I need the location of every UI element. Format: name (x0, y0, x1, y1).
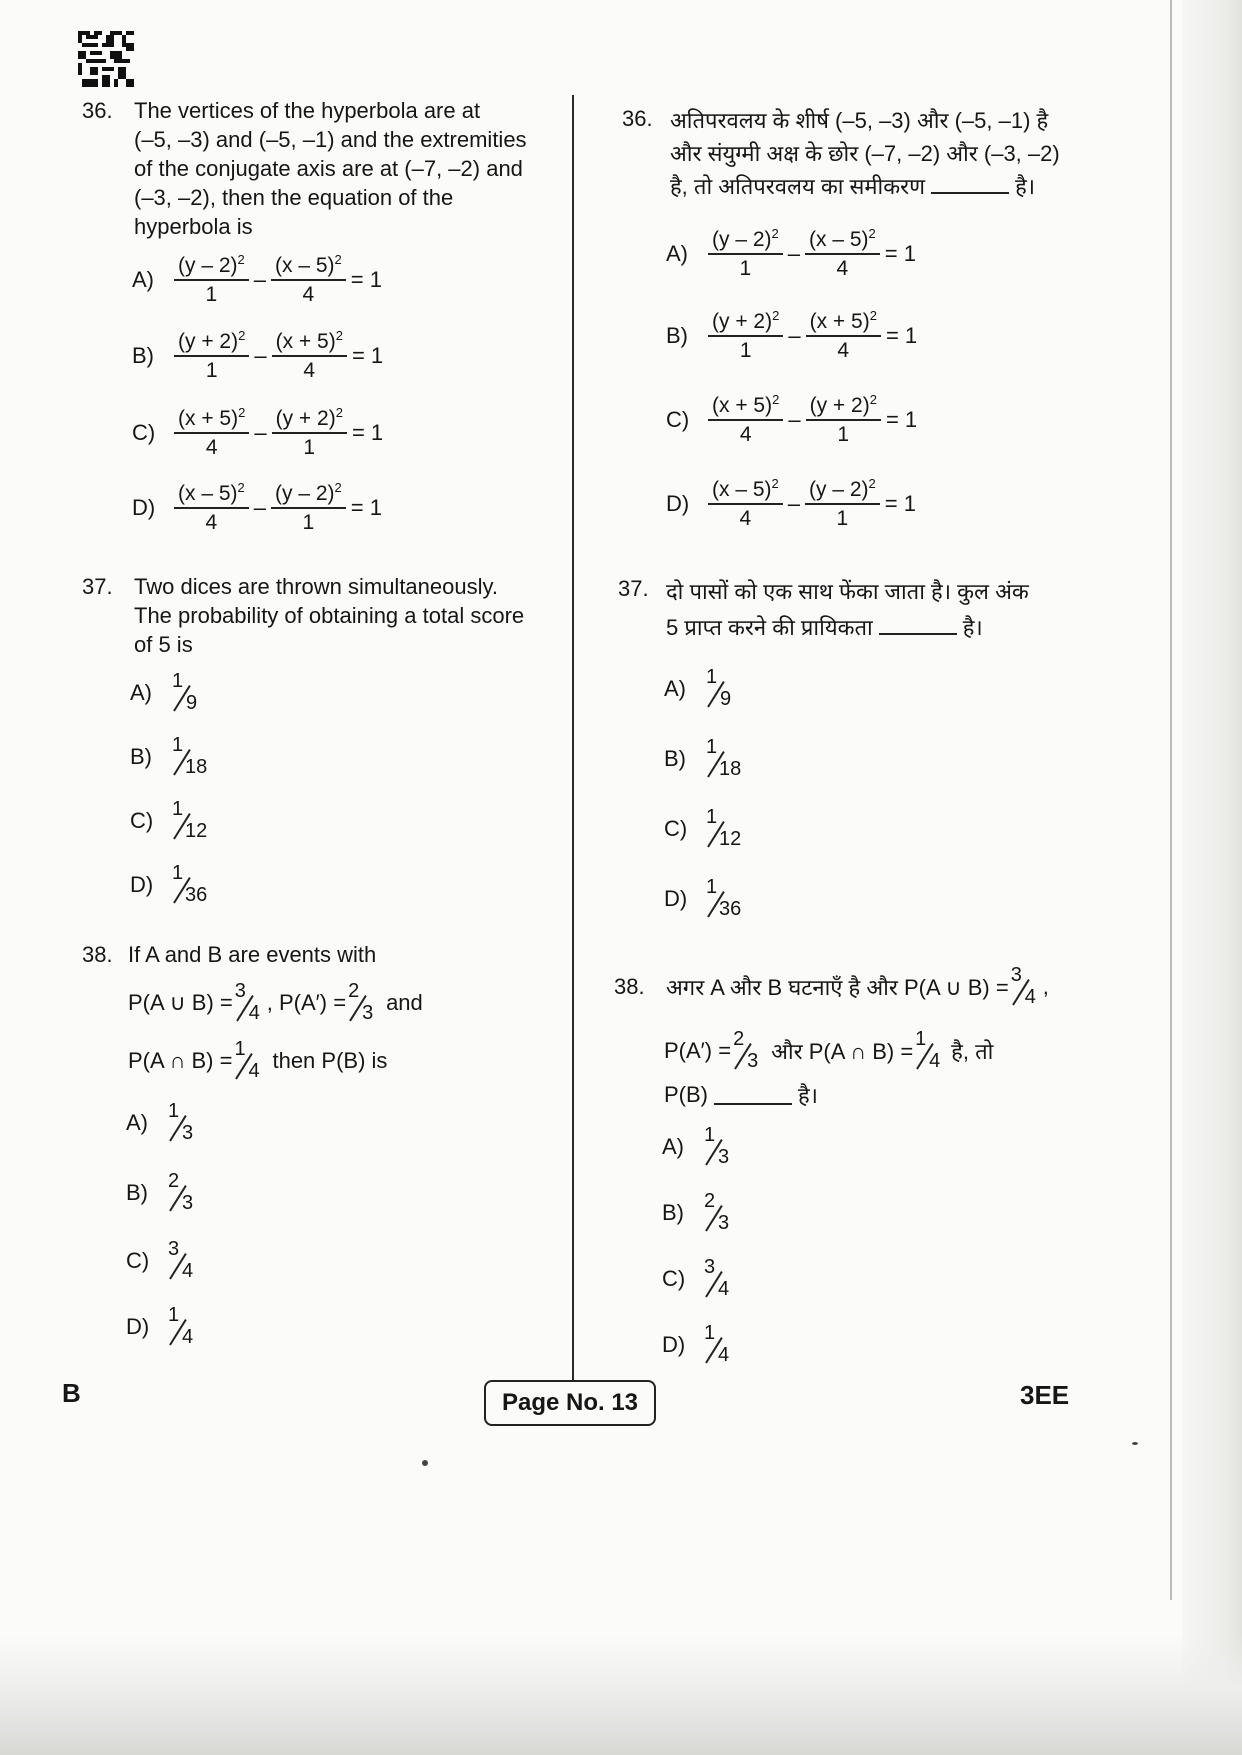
option-37-b[interactable] (130, 736, 216, 778)
option-label: B) (126, 1180, 148, 1205)
slash-fraction: 1 3 (704, 1124, 730, 1168)
minus-sign: – (254, 342, 267, 368)
option-38-a[interactable] (126, 1102, 200, 1144)
fraction: $\frac{(x + 5)^2}{4}$ (174, 405, 249, 460)
fraction: $\frac{(x - 5)^2}{4}$ (174, 480, 249, 535)
option-label: C) (126, 1248, 150, 1273)
slash-fraction: 1 12 (706, 806, 742, 850)
option-38-d[interactable] (126, 1306, 200, 1348)
slash-fraction: 1 4 (704, 1322, 730, 1366)
column-divider (572, 95, 574, 1385)
question-text-line: अतिपरवलय के शीर्ष (–5, –3) और (–5, –1) है (670, 108, 1049, 133)
question-38-line3 (128, 1040, 387, 1082)
text: P(A′) = (664, 1038, 732, 1063)
booklet-series: B (62, 1378, 81, 1408)
option-label: B) (664, 746, 686, 771)
option-36-a[interactable] (132, 252, 385, 307)
option-label: C) (664, 816, 688, 841)
slash-fraction: 3 4 (168, 1238, 194, 1282)
option-label: C) (662, 1266, 686, 1291)
scan-shadow (0, 1635, 1242, 1755)
question-number: 36. (82, 98, 113, 123)
equals-one: = 1 (351, 342, 384, 368)
option-37-d[interactable] (130, 864, 216, 906)
fraction: $\frac{(x - 5)^2}{4}$ (271, 252, 346, 307)
fraction: $\frac{(y + 2)^2}{1}$ (174, 328, 249, 383)
slash-fraction: 1 36 (172, 862, 208, 906)
option-label: C) (132, 419, 156, 445)
option-label: A) (666, 240, 688, 266)
slash-fraction: 3 4 (234, 980, 260, 1024)
question-text-line: Two dices are thrown simultaneously. (134, 574, 498, 599)
slash-fraction: 1 4 (234, 1038, 260, 1082)
option-38-b-hindi[interactable] (662, 1192, 736, 1234)
fraction: $\frac{(y - 2)^2}{1}$ (708, 226, 783, 281)
option-label: C) (130, 808, 154, 833)
fraction: $\frac{(x - 5)^2}{4}$ (708, 476, 783, 531)
option-label: C) (666, 406, 690, 432)
slash-fraction: 3 4 (704, 1256, 730, 1300)
slash-fraction: 1 3 (168, 1100, 194, 1144)
text: , P(A′) = (266, 990, 347, 1015)
text: P(A ∪ B) = (128, 990, 233, 1015)
option-label: B) (666, 322, 688, 348)
option-37-a[interactable] (130, 672, 204, 714)
option-label: D) (126, 1314, 150, 1339)
slash-fraction: 1 9 (706, 666, 732, 710)
text: है, तो (951, 1039, 994, 1064)
option-label: D) (132, 494, 156, 520)
option-37-b-hindi[interactable] (664, 738, 750, 780)
page-fold (1170, 0, 1172, 1600)
option-label: D) (666, 490, 690, 516)
option-label: A) (662, 1134, 684, 1159)
slash-fraction: 1 4 (915, 1028, 941, 1072)
slash-fraction: 2 3 (704, 1190, 730, 1234)
question-number: 38. (82, 942, 113, 967)
option-36-a-hindi[interactable] (666, 226, 919, 281)
text: है। (798, 1083, 819, 1108)
question-text-line: दो पासों को एक साथ फेंका जाता है। कुल अंक (666, 579, 1029, 604)
minus-sign: – (787, 240, 800, 266)
slash-fraction: 2 3 (733, 1028, 759, 1072)
minus-sign: – (253, 494, 266, 520)
text: P(B) (664, 1082, 708, 1107)
option-36-c-hindi[interactable] (666, 392, 920, 447)
question-text-line: और संयुग्मी अक्ष के छोर (–7, –2) और (–3, –2) (670, 141, 1060, 166)
option-label: B) (130, 744, 152, 769)
fraction: $\frac{(y - 2)^2}{1}$ (174, 252, 249, 307)
fraction: $\frac{(x - 5)^2}{4}$ (805, 226, 880, 281)
slash-fraction: 1 12 (172, 798, 208, 842)
scan-speck (422, 1460, 428, 1466)
answer-blank (879, 615, 957, 635)
equals-one: = 1 (884, 240, 916, 266)
text: P(A ∩ B) = (128, 1048, 233, 1073)
option-36-d[interactable] (132, 480, 385, 535)
option-38-c-hindi[interactable] (662, 1258, 736, 1300)
slash-fraction: 2 3 (168, 1170, 194, 1214)
question-text-line: The vertices of the hyperbola are at (134, 98, 481, 123)
fraction: $\frac{(x + 5)^2}{4}$ (708, 392, 783, 447)
fraction: $\frac{(y - 2)^2}{1}$ (271, 480, 346, 535)
scan-edge (1182, 0, 1242, 1755)
answer-blank (714, 1085, 792, 1105)
text: और P(A ∩ B) = (771, 1039, 914, 1064)
fraction: $\frac{(y + 2)^2}{1}$ (806, 392, 881, 447)
option-37-c[interactable] (130, 800, 216, 842)
question-text-line: hyperbola is (134, 214, 253, 239)
answer-blank (931, 174, 1009, 194)
option-label: A) (130, 680, 152, 705)
fraction: $\frac{(y + 2)^2}{1}$ (708, 308, 783, 363)
equals-one: = 1 (885, 322, 918, 348)
minus-sign: – (254, 419, 267, 445)
option-label: A) (664, 676, 686, 701)
minus-sign: – (788, 322, 801, 348)
question-text-line: of 5 is (134, 632, 193, 657)
option-label: A) (132, 266, 154, 292)
question-number: 37. (82, 574, 113, 599)
scan-speck (1132, 1442, 1138, 1445)
equals-one: = 1 (884, 490, 916, 516)
option-36-d-hindi[interactable] (666, 476, 919, 531)
option-37-a-hindi[interactable] (664, 668, 738, 710)
minus-sign: – (788, 406, 801, 432)
question-text-line: The probability of obtaining a total score (134, 603, 525, 628)
option-label: D) (662, 1332, 686, 1357)
option-38-b[interactable] (126, 1172, 200, 1214)
equals-one: = 1 (885, 406, 918, 432)
minus-sign: – (787, 490, 800, 516)
option-label: A) (126, 1110, 148, 1135)
slash-fraction: 3 4 (1010, 964, 1036, 1008)
question-text-line: of the conjugate axis are at (–7, –2) and (134, 156, 523, 181)
question-text-line: 5 प्राप्त करने की प्रायिकता है। (666, 615, 983, 640)
option-label: D) (130, 872, 154, 897)
question-text-line: If A and B are events with (128, 942, 377, 967)
question-number: 36. (622, 106, 653, 131)
question-text-line: है, तो अतिपरवलय का समीकरण है। (670, 174, 1036, 199)
question-number: 37. (618, 576, 649, 601)
slash-fraction: 1 4 (168, 1304, 194, 1348)
barcode-icon (78, 30, 134, 88)
option-label: D) (664, 886, 688, 911)
paper-code: 3EE (1020, 1380, 1070, 1410)
hindi-question-38-line3 (664, 1080, 818, 1110)
fraction: $\frac{(x + 5)^2}{4}$ (806, 308, 881, 363)
fraction: $\frac{(x + 5)^2}{4}$ (272, 328, 347, 383)
option-36-b[interactable] (132, 328, 386, 383)
minus-sign: – (253, 266, 266, 292)
option-label: B) (662, 1200, 684, 1225)
text: and (386, 990, 423, 1015)
slash-fraction: 1 18 (172, 734, 208, 778)
slash-fraction: 1 18 (706, 736, 742, 780)
option-38-d-hindi[interactable] (662, 1324, 736, 1366)
question-number: 38. (614, 974, 645, 999)
fraction: $\frac{(y - 2)^2}{1}$ (805, 476, 880, 531)
option-37-d-hindi[interactable] (664, 878, 750, 920)
equals-one: = 1 (351, 419, 384, 445)
slash-fraction: 1 36 (706, 876, 742, 920)
option-36-b-hindi[interactable] (666, 308, 920, 363)
question-text-line: (–3, –2), then the equation of the (134, 185, 454, 210)
option-36-c[interactable] (132, 405, 386, 460)
question-text-line: (–5, –3) and (–5, –1) and the extremities (134, 127, 527, 152)
slash-fraction: 2 3 (348, 980, 374, 1024)
option-38-c[interactable] (126, 1240, 200, 1282)
option-38-a-hindi[interactable] (662, 1126, 736, 1168)
option-label: B) (132, 342, 154, 368)
question-text-line: अगर A और B घटनाएँ है और P(A ∪ B) = (666, 975, 1009, 1000)
hindi-question-38-line2 (664, 1030, 993, 1072)
hindi-question-38: 38. अगर A और B घटनाएँ है और P(A ∪ B) = 3 4 , (614, 964, 1049, 1008)
text: then P(B) is (272, 1048, 388, 1073)
equals-one: = 1 (350, 266, 382, 292)
page-number-box: Page No. 13 (484, 1380, 656, 1426)
equals-one: = 1 (350, 494, 382, 520)
option-37-c-hindi[interactable] (664, 808, 750, 850)
fraction: $\frac{(y + 2)^2}{1}$ (272, 405, 347, 460)
question-38-line2 (128, 982, 423, 1024)
slash-fraction: 1 9 (172, 670, 198, 714)
